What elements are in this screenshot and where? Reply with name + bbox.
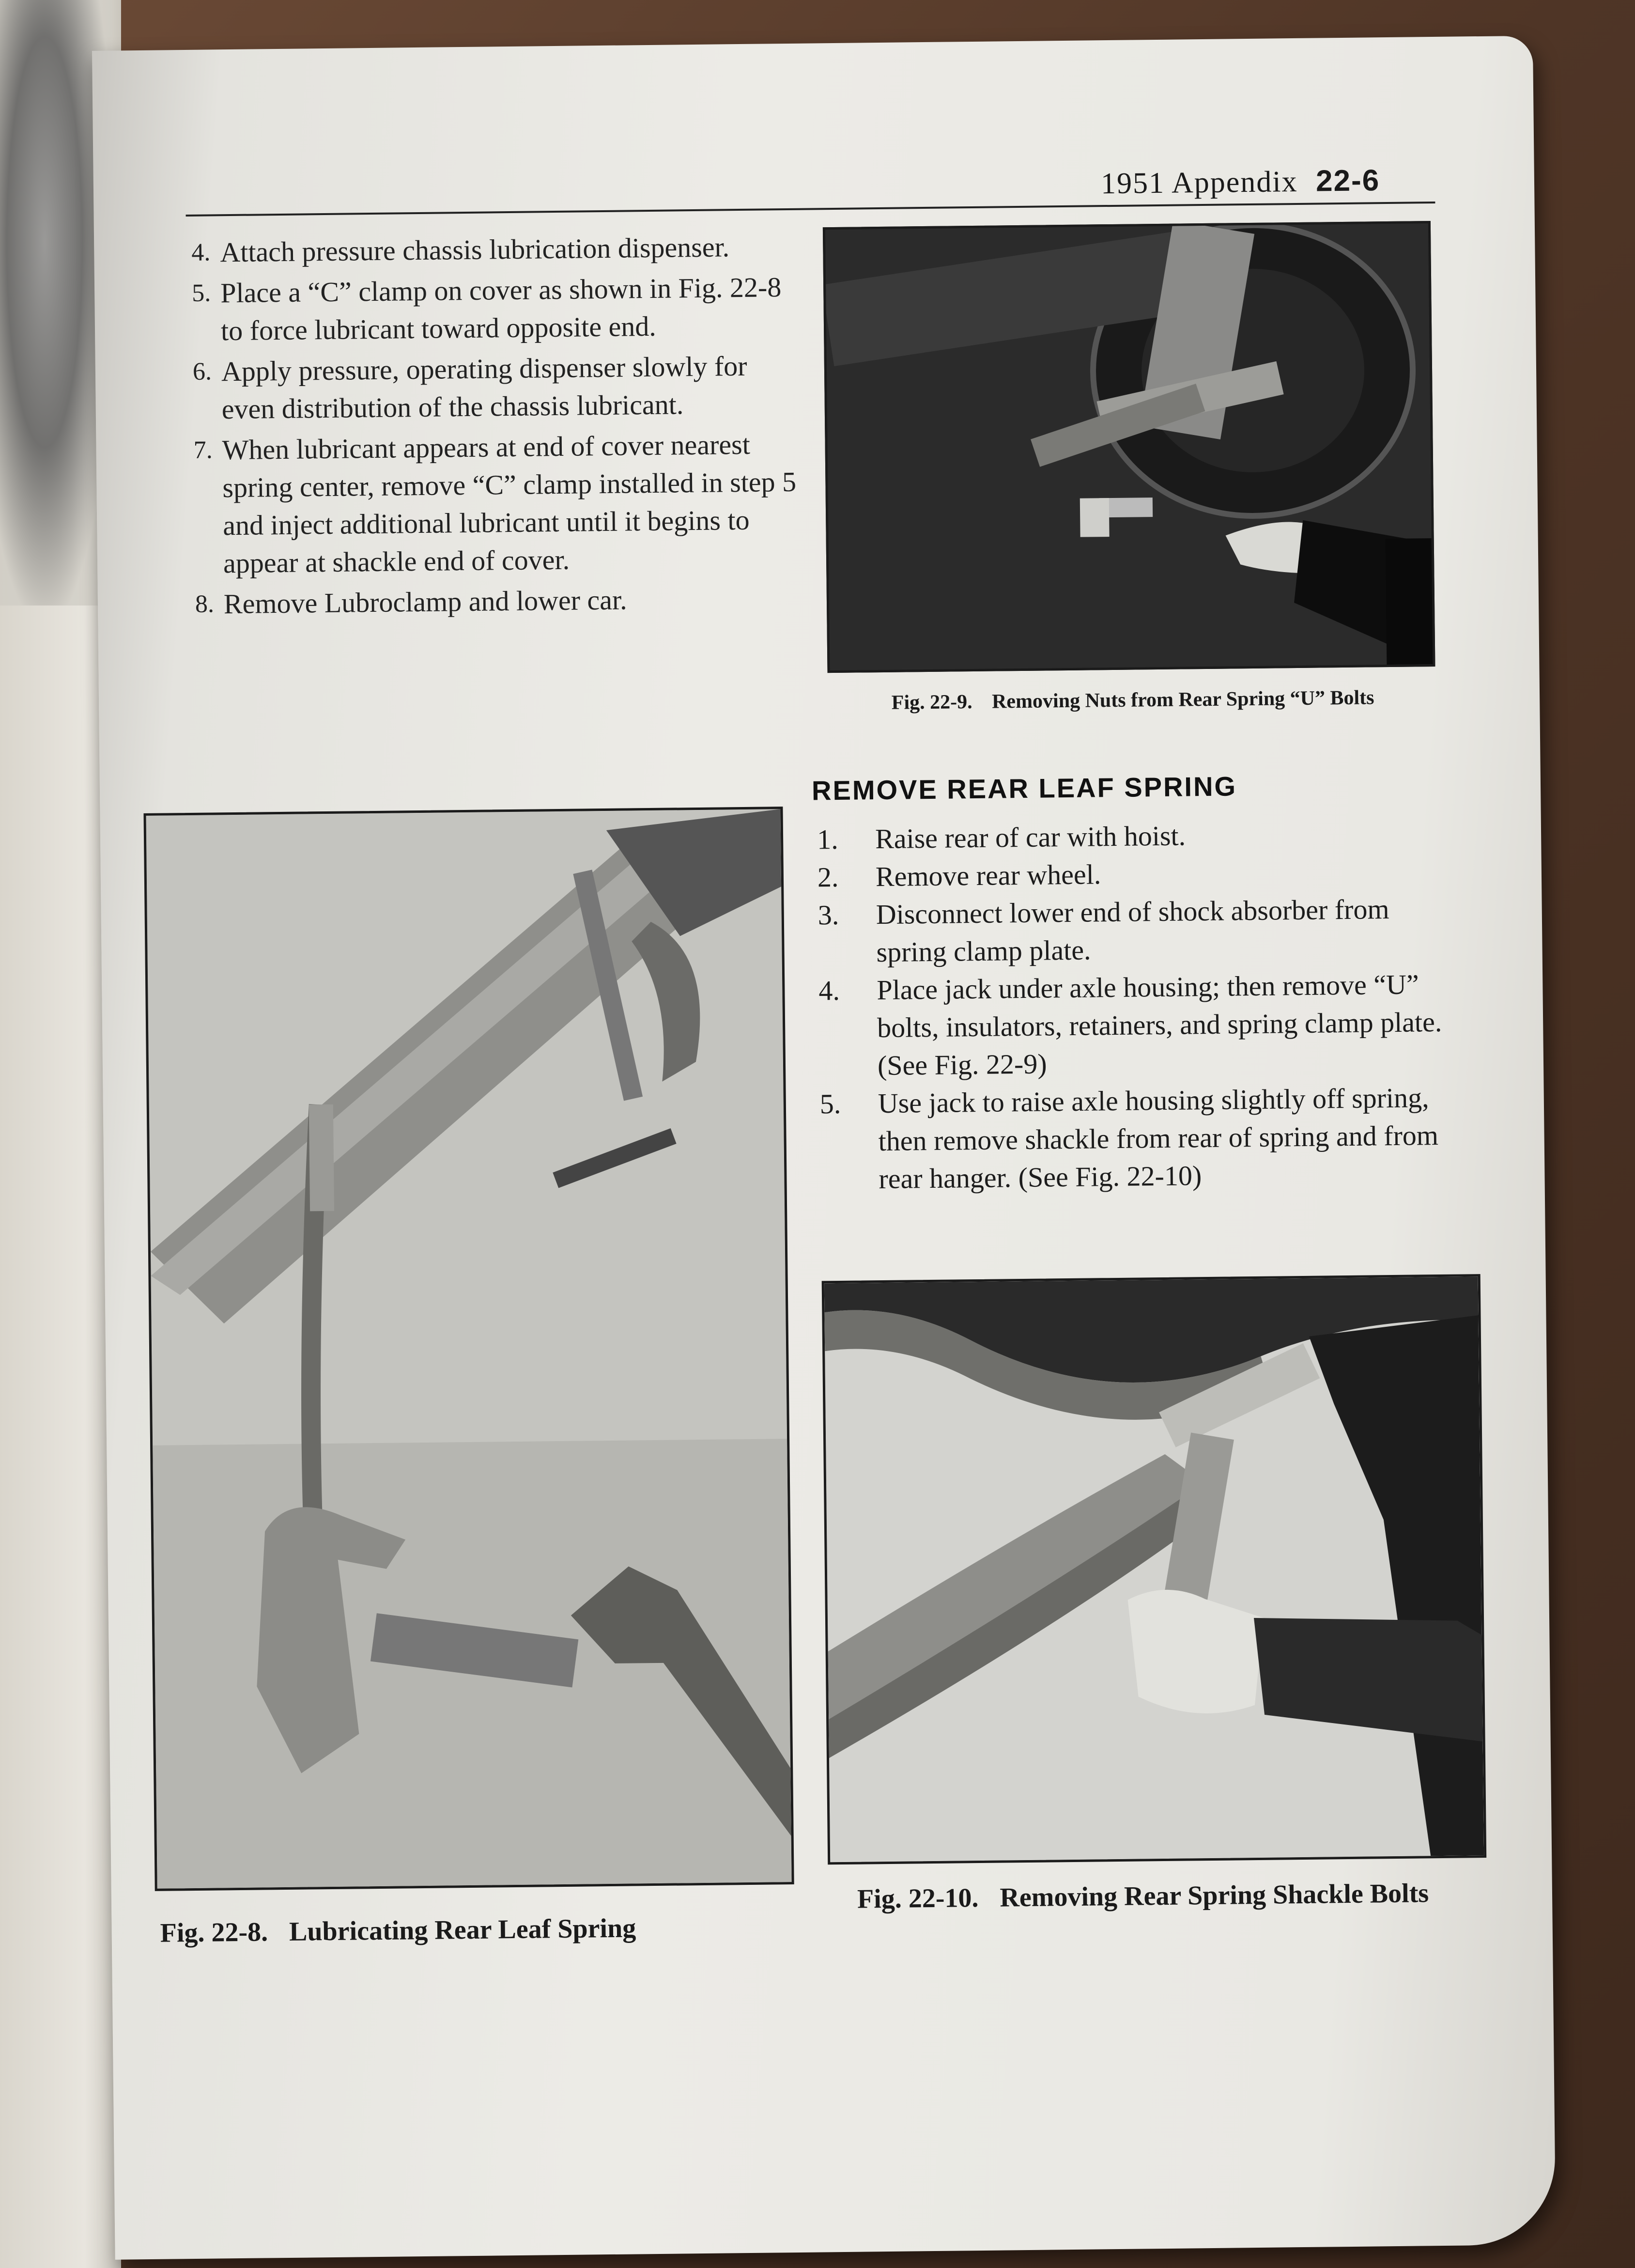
step-number: 1. xyxy=(817,823,838,855)
step-number: 5. xyxy=(819,1087,841,1120)
step-text: Apply pressure, operating dispenser slowly for even distribution of the chassis lubricant. xyxy=(221,350,747,425)
figure-label: Fig. 22-10. xyxy=(857,1883,979,1914)
list-item xyxy=(167,228,797,272)
figure-label: Fig. 22-9. xyxy=(891,691,972,714)
list-item xyxy=(812,814,1452,859)
figure-title: Lubricating Rear Leaf Spring xyxy=(289,1913,636,1947)
step-number: 3. xyxy=(818,899,839,931)
step-text: Remove Lubroclamp and lower car. xyxy=(223,584,627,620)
list-item xyxy=(813,852,1452,897)
step-number: 2. xyxy=(817,861,839,893)
step-text: Attach pressure chassis lubrication dispenser. xyxy=(220,231,730,268)
left-column-steps xyxy=(167,228,800,627)
list-item xyxy=(169,425,800,583)
step-text: Place a “C” clamp on cover as shown in Fig. 22-8 to force lubricant toward opposite end. xyxy=(220,271,782,347)
figure-22-10-caption xyxy=(857,1878,1429,1914)
figure-22-10-photo xyxy=(822,1274,1487,1864)
figure-title: Removing Nuts from Rear Spring “U” Bolts xyxy=(991,686,1374,713)
step-text: Place jack under axle housing; then remove “U” bolts, insulators, retainers, and spring clamp plate. (See Fig. 22-9) xyxy=(877,968,1442,1082)
step-number: 4. xyxy=(191,238,211,266)
page-number: 22-6 xyxy=(1315,164,1380,198)
list-item xyxy=(815,1079,1455,1199)
step-text: When lubricant appears at end of cover nearest spring center, remove “C” clamp installed in step 5 and inject additional lubricant until it begins to appear at shackle end of cover. xyxy=(222,428,797,579)
step-text: Remove rear wheel. xyxy=(875,858,1101,893)
remove-rear-leaf-spring-section xyxy=(812,768,1455,1199)
step-number: 6. xyxy=(192,357,212,386)
figure-22-8-caption xyxy=(160,1912,636,1948)
figure-22-8-photo xyxy=(143,807,794,1891)
list-item xyxy=(170,579,801,624)
header-rule xyxy=(186,202,1435,217)
figure-label: Fig. 22-8. xyxy=(160,1917,268,1948)
manual-page xyxy=(92,36,1556,2260)
step-text: Raise rear of car with hoist. xyxy=(875,820,1186,855)
header-title: 1951 Appendix xyxy=(1100,165,1298,201)
step-text: Use jack to raise axle housing slightly off spring, then remove shackle from rear of spring and from rear hanger. (See Fig. 22-10) xyxy=(878,1082,1439,1195)
section-heading: REMOVE REAR LEAF SPRING xyxy=(811,771,1237,806)
u-bolt-removal-illustration xyxy=(825,223,1433,670)
figure-22-9-caption xyxy=(854,684,1412,717)
step-number: 7. xyxy=(193,436,213,464)
step-number: 8. xyxy=(195,590,215,618)
list-item xyxy=(814,965,1454,1086)
list-item xyxy=(168,347,799,429)
shackle-bolt-removal-illustration xyxy=(824,1276,1484,1862)
step-number: 4. xyxy=(818,974,840,1007)
figure-22-9-photo xyxy=(823,221,1435,673)
list-item xyxy=(813,890,1453,972)
lubricating-spring-illustration xyxy=(146,809,792,1889)
page-header xyxy=(1101,162,1460,201)
figure-title: Removing Rear Spring Shackle Bolts xyxy=(1000,1878,1429,1913)
step-text: Disconnect lower end of shock absorber from spring clamp plate. xyxy=(876,893,1389,968)
step-number: 5. xyxy=(191,279,211,307)
list-item xyxy=(167,268,798,351)
